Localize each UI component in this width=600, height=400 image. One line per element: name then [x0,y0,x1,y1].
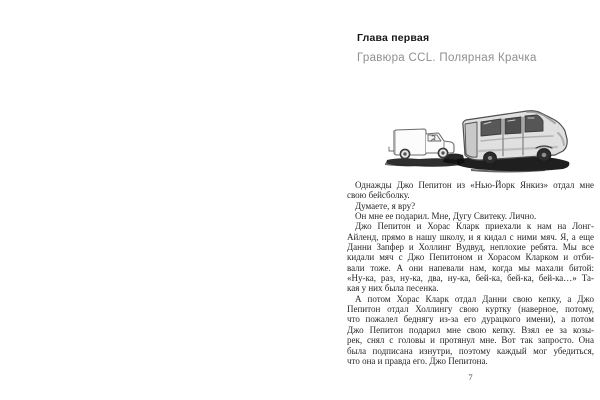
body-text-line: Джо Пепитон и Хорас Кларк приехали к нам на Лонг- [355,221,594,232]
page-number: 7 [468,372,473,382]
body-text-line: что пожалел беднягу из-за его дурацкого имени), а потом [347,314,594,325]
body-text-line: Айленд, прямо в нашу школу, и я кидал с ними мяч. Я, а еще [347,231,594,242]
body-text-line: рек, снял с головы и протянул мне. Вот так запросто. Она [347,335,594,346]
body-text-line: А потом Хорас Кларк отдал Данни свою кепку, а Джо [355,293,594,304]
vehicles-illustration [385,107,571,175]
body-text-line: Джо Пепитон подарил мне свою кепку. Взял ее за козы- [347,324,594,335]
body-text-line: «Ну-ка, раз, ну-ка, два, ну-ка, бей-ка, бей-ка, бей-ка…» Та- [347,273,594,284]
body-text [347,180,594,366]
body-text-line: Он мне ее подарил. Мне, Дугу Свитеку. Лично. [355,211,537,222]
body-text-line: кая у них была песенка. [347,283,439,294]
body-text-line: Данни Запфер и Холлинг Вудвуд, неплохие ребята. Мы все [347,242,594,253]
van-sketch [463,111,567,164]
truck-sketch [389,129,454,159]
body-text-line: Однажды Джо Пепитон из «Нью-Йорк Янкиз» отдал мне [355,180,594,190]
body-text-line: Думаете, я вру? [355,200,416,211]
chapter-subtitle: Гравюра CCL. Полярная Крачка [357,52,537,64]
body-text-line: вали тоже. А они напевали нам, когда мы махали битой: [347,262,594,273]
body-text-line: свою бейсболку. [347,190,410,201]
body-text-line: что она и правда его. Джо Пепитона. [347,355,488,366]
body-text-line: была подписана изнутри, поэтому каждый мог убедиться, [347,345,594,356]
body-text-line: кидали мяч с Джо Пепитоном и Хорасом Кларком и отби- [347,252,594,263]
chapter-heading: Глава первая [357,32,430,44]
body-text-line: Пепитон отдал Холлингу свою куртку (наверное, потому, [347,304,594,315]
